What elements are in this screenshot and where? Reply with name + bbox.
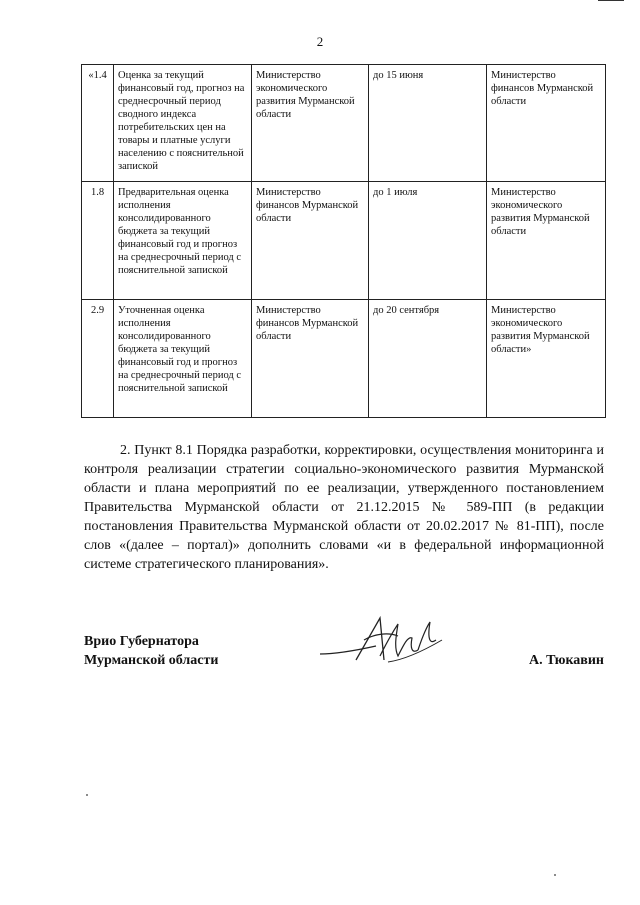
signatory-title-line2: Мурманской области [84,653,219,668]
row-recipient: Министерство финансов Мурманской области [487,65,606,182]
signatory-name: А. Тюкавин [529,653,604,668]
row-executor: Министерство финансов Мурманской области [252,300,369,418]
table-row [82,65,606,182]
scan-speck [86,794,88,796]
row-deadline: до 15 июня [369,65,487,182]
scan-mark [598,0,624,1]
row-recipient: Министерство экономического развития Мурманской области» [487,300,606,418]
row-number: 2.9 [82,300,114,418]
amendment-paragraph: 2. Пункт 8.1 Порядка разработки, корректировки, осуществления мониторинга и контроля реализации стратегии социально-экономического развития Мурманской области и плана мероприятий по ее реализации, утвержденного постановлением Правительства Мурманской области от 21.12.2015 № 589-ПП (в редакции постановления Правительства Мурманской области от 20.02.2017 № 81-ПП), после слов «(далее – портал)» дополнить словами «и в федеральной информационной системе стратегического планирования». [84,443,604,572]
table-row [82,182,606,300]
signatory-title [84,632,218,670]
row-deadline: до 1 июля [369,182,487,300]
handwritten-signature [318,610,446,670]
scan-speck [554,874,556,876]
row-task: Уточненная оценка исполнения консолидированного бюджета за текущий финансовый год и прогноз на среднесрочный период с пояснительной запиской [114,300,252,418]
page-number: 2 [316,34,324,49]
row-recipient: Министерство экономического развития Мурманской области [487,182,606,300]
row-executor: Министерство экономического развития Мурманской области [252,65,369,182]
row-deadline: до 20 сентября [369,300,487,418]
row-number: 1.8 [82,182,114,300]
row-task: Оценка за текущий финансовый год, прогноз на среднесрочный период сводного индекса потребительских цен на товары и платные услуги населению с пояснительной запиской [114,65,252,182]
row-number: «1.4 [82,65,114,182]
signatory-title-line1: Врио Губернатора [84,634,199,649]
row-task: Предварительная оценка исполнения консолидированного бюджета за текущий финансовый год и прогноз на среднесрочный период с пояснительной запиской [114,182,252,300]
schedule-table [81,64,606,418]
table-row [82,300,606,418]
row-executor: Министерство финансов Мурманской области [252,182,369,300]
